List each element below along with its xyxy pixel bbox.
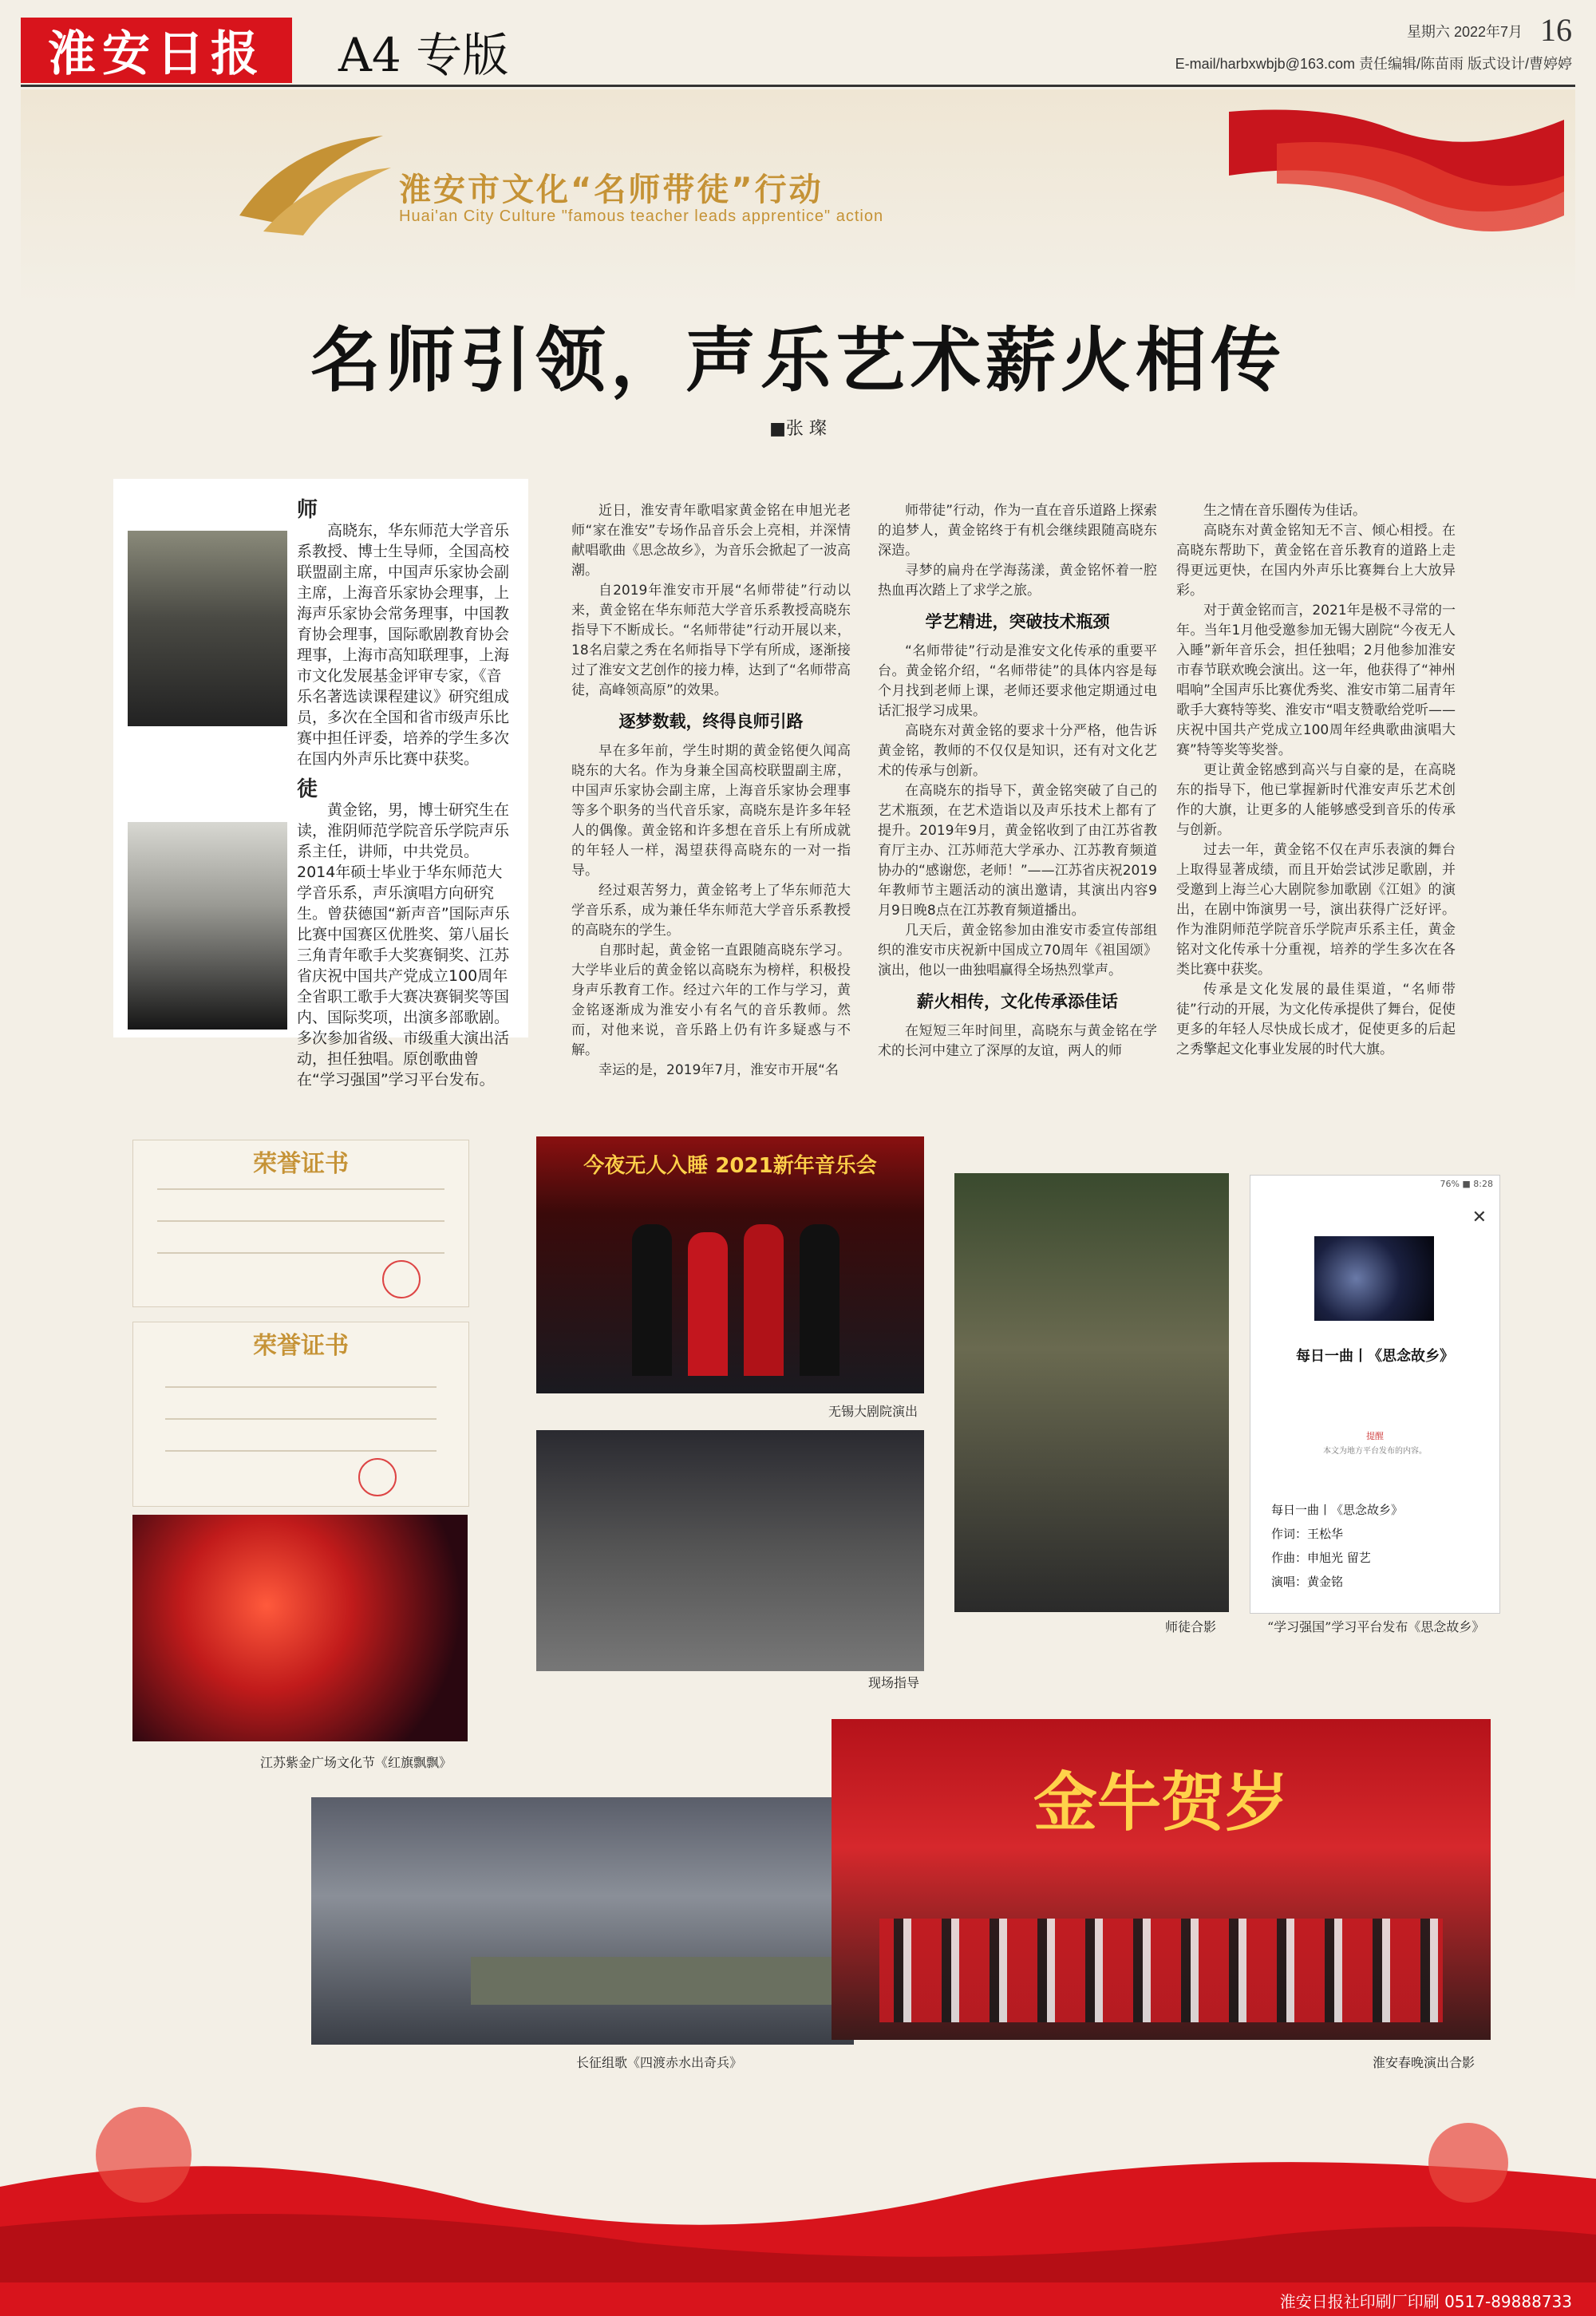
action-subtitle: Huai'an City Culture "famous teacher leads apprentice" action	[399, 207, 884, 225]
caption-wuxi: 无锡大剧院演出	[828, 1404, 918, 1419]
caption-changzheng: 长征组歌《四渡赤水出奇兵》	[576, 2055, 743, 2070]
certificate-image-1	[132, 1140, 469, 1307]
gold-swoosh-icon	[223, 128, 399, 239]
teacher-student-photo	[954, 1173, 1229, 1612]
certificate-title: 荣誉证书	[253, 1332, 349, 1360]
jiangsu-stage-photo	[132, 1515, 468, 1741]
paragraph: 师带徒”行动，作为一直在音乐道路上探索的追梦人，黄金铭终于有机会继续跟随高晓东深造。	[878, 503, 1157, 559]
phone-tip: 提醒	[1366, 1431, 1384, 1441]
phone-line-3: 作曲：申旭光 留艺	[1271, 1551, 1371, 1565]
paragraph: 高晓东对黄金铭的要求十分严格，他告诉黄金铭，教师的不仅仅是知识，还有对文化艺术的传承与创新。	[878, 723, 1157, 779]
phone-title: 每日一曲丨《思念故乡》	[1296, 1348, 1454, 1365]
caption-spring: 淮安春晚演出合影	[1373, 2055, 1476, 2070]
newspaper-logo: 淮安日报	[21, 18, 292, 83]
article-column-1	[571, 501, 851, 1081]
caption-jiangsu: 江苏紫金广场文化节《红旗飘飘》	[260, 1755, 452, 1770]
paragraph: 几天后，黄金铭参加由淮安市委宣传部组织的淮安市庆祝新中国成立70周年《祖国颂》演出，他以一曲独唱赢得全场热烈掌声。	[878, 923, 1157, 978]
paragraph: 对于黄金铭而言，2021年是极不寻常的一年。当年1月他受邀参加无锡大剧院“今夜无人入睡”新年音乐会，担任独唱；2月他参加淮安市春节联欢晚会演出。这一年，他获得了“神州唱响”全国声乐比赛优秀奖、淮安市第二届青年歌手大赛特等奖、淮安市“唱支赞歌给党听——庆祝中国共产党成立100周年经典歌曲演唱大赛”特等奖等奖誉。	[1176, 603, 1456, 758]
red-ribbon-decoration	[1229, 96, 1564, 255]
paragraph: 近日，淮安青年歌唱家黄金铭在申旭光老师“家在淮安”专场作品音乐会上亮相，并深情献唱歌曲《思念故乡》，为音乐会掀起了一波高潮。	[571, 503, 851, 579]
certificate-title: 荣誉证书	[253, 1150, 349, 1178]
phone-line-4: 演唱：黄金铭	[1271, 1575, 1344, 1589]
paragraph: 寻梦的扁舟在学海荡漾，黄金铭怀着一腔热血再次踏上了求学之旅。	[878, 563, 1157, 599]
certificate-image-2	[132, 1322, 469, 1507]
student-portrait	[128, 822, 287, 1030]
date-line: 星期六 2022年7月	[1406, 24, 1523, 40]
teacher-portrait	[128, 531, 287, 726]
subheading: 学艺精进，突破技术瓶颈	[925, 612, 1110, 631]
concert-banner: 今夜无人入睡 2021新年音乐会	[583, 1154, 877, 1178]
article-column-2	[878, 501, 1157, 1061]
paragraph: 高晓东对黄金铭知无不言、倾心相授。在高晓东帮助下，黄金铭在音乐教育的道路上走得更远更快，在国内外声乐比赛舞台上大放异彩。	[1176, 523, 1456, 599]
changzheng-photo	[311, 1797, 854, 2045]
bottom-decoration	[0, 2043, 1596, 2282]
teacher-heading: 师	[297, 498, 318, 522]
phone-line-2: 作词：王松华	[1271, 1527, 1344, 1541]
paragraph: 在高晓东的指导下，黄金铭突破了自己的艺术瓶颈，在艺术造诣以及声乐技术上都有了提升。2019年9月，黄金铭收到了由江苏省教育厅主办、江苏师范大学承办、江苏教育频道协办的“感谢您，老师！”——江苏省庆祝2019年教师节主题活动的演出邀请，其演出内容9月9日晚8点在江苏教育频道播出。	[878, 783, 1157, 919]
paragraph: “名师带徒”行动是淮安文化传承的重要平台。黄金铭介绍，“名师带徒”的具体内容是每个月找到老师上课，老师还要求他定期通过电话汇报学习成果。	[878, 643, 1157, 719]
paragraph: 早在多年前，学生时期的黄金铭便久闻高晓东的大名。作为身兼全国高校联盟副主席，中国声乐家协会副主席，上海音乐家协会理事等多个职务的当代音乐家，高晓东是许多年轻人的偶像。黄金铭和许多想在音乐上有所成就的年轻人一样，渴望获得高晓东的一对一指导。	[571, 743, 851, 879]
editor-line: E-mail/harbxwbjb@163.com 责任编辑/陈苗雨 版式设计/曹婷婷	[1175, 56, 1572, 72]
section-label: A4 专版	[338, 28, 509, 82]
phone-tip-text: 本文为地方平台发布的内容。	[1323, 1447, 1427, 1456]
subheading: 薪火相传，文化传承添佳话	[917, 992, 1118, 1011]
header-rule	[21, 85, 1575, 87]
page-number: 16	[1540, 12, 1572, 48]
caption-teacher-student: 师徒合影	[1165, 1619, 1217, 1634]
paragraph: 在短短三年时间里，高晓东与黄金铭在学术的长河中建立了深厚的友谊，两人的师	[878, 1023, 1157, 1059]
article-column-3	[1176, 501, 1456, 1060]
paragraph: 生之情在音乐圈传为佳话。	[1203, 503, 1366, 519]
phone-line-1: 每日一曲丨《思念故乡》	[1271, 1503, 1404, 1517]
xuexi-app-screenshot	[1250, 1175, 1500, 1614]
close-icon[interactable]: ✕	[1472, 1207, 1487, 1227]
song-thumbnail	[1314, 1236, 1434, 1321]
onsite-guidance-photo	[536, 1430, 924, 1671]
subheading: 逐梦数载，终得良师引路	[618, 712, 804, 731]
caption-onsite: 现场指导	[868, 1675, 920, 1690]
paragraph: 过去一年，黄金铭不仅在声乐表演的舞台上取得显著成绩，而且开始尝试涉足歌剧，并受邀到上海兰心大剧院参加歌剧《江姐》的演出，在剧中饰演男一号，演出获得广泛好评。作为淮阴师范学院音乐学院声乐系主任，黄金铭对文化传承十分重视，培养的学生多次在各类比赛中获奖。	[1176, 842, 1456, 978]
phone-status-bar: 76% ■ 8:28	[1440, 1179, 1493, 1189]
teacher-bio: 高晓东，华东师范大学音乐系教授、博士生导师，全国高校联盟副主席，中国声乐家协会副主席，上海音乐家协会理事，上海声乐家协会常务理事，中国教育协会理事，国际歌剧教育协会理事，上海市高知联理事，上海市文化发展基金评审专家，《音乐名著选读课程建议》研究组成员，多次在全国和省市级声乐比赛中担任评委，培养的学生多次在国内外声乐比赛中获奖。	[297, 522, 510, 768]
paragraph: 经过艰苦努力，黄金铭考上了华东师范大学音乐系，成为兼任华东师范大学音乐系教授的高晓东的学生。	[571, 883, 851, 939]
page-headline: 名师引领，声乐艺术薪火相传	[310, 318, 1286, 401]
spring-gala-photo	[832, 1719, 1491, 2040]
footer-text: 淮安日报社印刷厂印刷 0517-89888733	[1279, 2292, 1572, 2311]
paragraph: 幸运的是，2019年7月，淮安市开展“名	[598, 1062, 839, 1078]
paragraph: 传承是文化发展的最佳渠道，“名师带徒”行动的开展，为文化传承提供了舞台，促使更多的年轻人尽快成长成才，促使更多的后起之秀擎起文化事业发展的时代大旗。	[1176, 982, 1456, 1057]
paragraph: 自2019年淮安市开展“名师带徒”行动以来，黄金铭在华东师范大学音乐系教授高晓东指导下不断成长。“名师带徒”行动开展以来，18名启蒙之秀在名师指导下学有所成，逐渐接过了淮安文艺创作的接力棒，达到了“名师带高徒，高峰领高原”的效果。	[571, 583, 851, 698]
action-title: 淮安市文化“名师带徒”行动	[399, 172, 824, 208]
student-bio: 黄金铭，男，博士研究生在读，淮阴师范学院音乐学院声乐系主任，讲师，中共党员。2014年硕士毕业于华东师范大学音乐系，声乐演唱方向研究生。曾获德国“新声音”国际声乐比赛中国赛区优胜奖、第八届长三角青年歌手大奖赛铜奖、江苏省庆祝中国共产党成立100周年全省职工歌手大赛决赛铜奖等国内、国际奖项，出演多部歌剧。多次参加省级、市级重大演出活动，担任独唱。原创歌曲曾在“学习强国”学习平台发布。	[297, 801, 510, 1089]
byline: ■张 璨	[769, 419, 827, 439]
paragraph: 自那时起，黄金铭一直跟随高晓东学习。大学毕业后的黄金铭以高晓东为榜样，积极投身声乐教育工作。经过六年的工作与学习，黄金铭逐渐成为淮安小有名气的音乐教师。然而，对他来说，音乐路上仍有许多疑惑与不解。	[571, 943, 851, 1058]
concert-photo	[536, 1136, 924, 1393]
gala-banner: 金牛贺岁	[1033, 1765, 1289, 1840]
paragraph: 更让黄金铭感到高兴与自豪的是，在高晓东的指导下，他已掌握新时代淮安声乐艺术创作的大旗，让更多的人能够感受到音乐的传承与创新。	[1176, 762, 1456, 838]
caption-xuexi: “学习强国”学习平台发布《思念故乡》	[1267, 1619, 1485, 1634]
student-heading: 徒	[297, 777, 318, 801]
